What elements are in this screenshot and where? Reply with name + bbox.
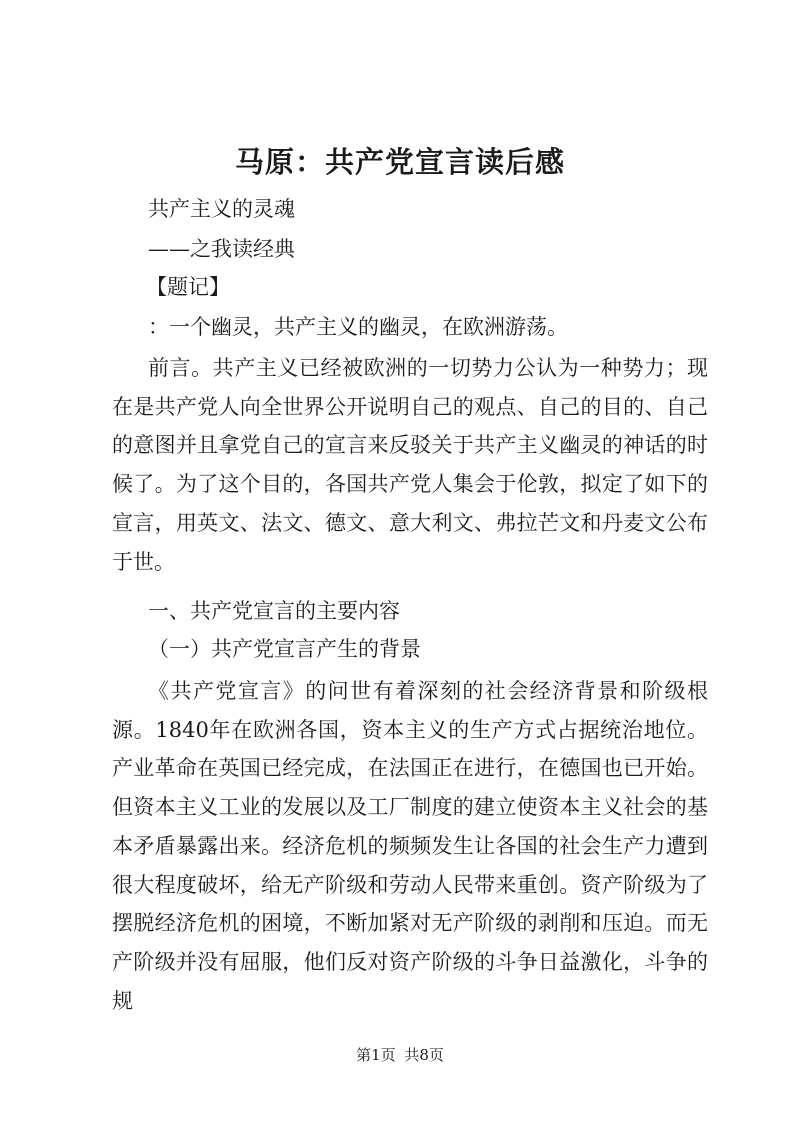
inscription-label: 【题记】 [146,275,230,299]
preface-paragraph: 前言。共产主义已经被欧洲的一切势力公认为一种势力；现在是共产党人向全世界公开说明自己的观点、自己的目的、自己的意图并且拿党自己的宣言来反驳关于共产主义幽灵的神话的时候了。为了这个目的，各国共产党人集会于伦敦，拟定了如下的宣言，用英文、法文、德文、意大利文、弗拉芒文和丹麦文公布于世。 [112,356,708,574]
page-footer [0,1045,800,1065]
page-number: 第1页 [356,1046,396,1064]
subtitle: 共产主义的灵魂 [148,197,295,221]
section-heading: 一、共产党宣言的主要内容 [148,599,400,623]
body-paragraph: 《共产党宣言》的问世有着深刻的社会经济背景和阶级根源。1840年在欧洲各国，资本主义的生产方式占据统治地位。产业革命在英国已经完成，在法国正在进行，在德国也已开始。但资本主义工业的发展以及工厂制度的建立使资本主义社会的基本矛盾暴露出来。经济危机的频频发生让各国的社会生产力遭到很大程度破坏，给无产阶级和劳动人民带来重创。资产阶级为了摆脱经济危机的困境，不断加紧对无产阶级的剥削和压迫。而无产阶级并没有屈服，他们反对资产阶级的斗争日益激化，斗争的规 [112,679,708,1013]
document-title: 马原：共产党宣言读后感 [234,145,565,179]
subsection-heading: （一）共产党宣言产生的背景 [148,637,421,661]
subtitle-secondary: ——之我读经典 [148,237,295,261]
page-total: 共8页 [404,1046,444,1064]
inscription-text: ：一个幽灵，共产主义的幽灵，在欧洲游荡。 [148,315,568,339]
